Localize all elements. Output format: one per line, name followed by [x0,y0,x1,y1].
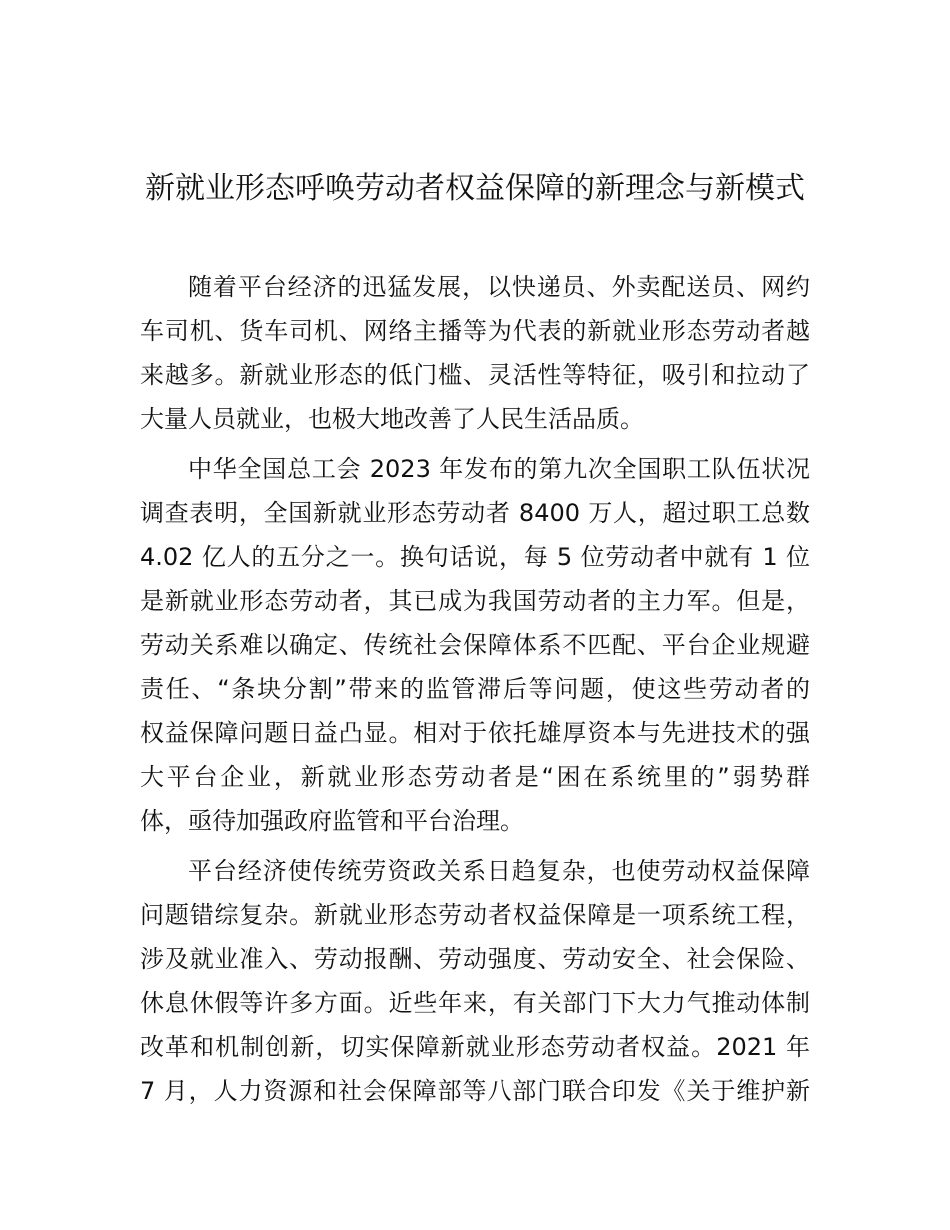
paragraph-3-line-5: 改革和机制创新，切实保障新就业形态劳动者权益。2021 年 [140,1033,810,1061]
document-title: 新就业形态呼唤劳动者权益保障的新理念与新模式 [145,171,805,206]
paragraph-2-line-2: 调查表明，全国新就业形态劳动者 8400 万人，超过职工总数 [140,499,810,527]
paragraph-2-line-6: 责任、“条块分割”带来的监管滞后等问题，使这些劳动者的 [140,675,810,703]
paragraph-2-line-4: 是新就业形态劳动者，其已成为我国劳动者的主力军。但是， [140,587,810,615]
paragraph-1-line-3: 来越多。新就业形态的低门槛、灵活性等特征，吸引和拉动了 [140,361,810,389]
paragraph-2-line-1: 中华全国总工会 2023 年发布的第九次全国职工队伍状况 [188,455,810,483]
paragraph-3-line-4: 休息休假等许多方面。近些年来，有关部门下大力气推动体制 [140,989,810,1017]
paragraph-3-line-2: 问题错综复杂。新就业形态劳动者权益保障是一项系统工程， [140,901,810,929]
paragraph-2-line-7: 权益保障问题日益凸显。相对于依托雄厚资本与先进技术的强 [140,719,810,747]
paragraph-2-line-3: 4.02 亿人的五分之一。换句话说，每 5 位劳动者中就有 1 位 [140,543,810,571]
paragraph-3-line-6: 7 月，人力资源和社会保障部等八部门联合印发《关于维护新 [140,1077,810,1105]
paragraph-1-line-2: 车司机、货车司机、网络主播等为代表的新就业形态劳动者越 [140,317,810,345]
paragraph-3-line-1: 平台经济使传统劳资政关系日趋复杂，也使劳动权益保障 [188,857,810,885]
paragraph-1-line-4: 大量人员就业，也极大地改善了人民生活品质。 [140,405,644,433]
paragraph-3-line-3: 涉及就业准入、劳动报酬、劳动强度、劳动安全、社会保险、 [140,945,810,973]
paragraph-1-line-1: 随着平台经济的迅猛发展，以快递员、外卖配送员、网约 [188,273,810,301]
paragraph-2-line-8: 大平台企业，新就业形态劳动者是“困在系统里的”弱势群 [140,763,810,791]
paragraph-2-line-9: 体，亟待加强政府监管和平台治理。 [140,807,524,835]
paragraph-2-line-5: 劳动关系难以确定、传统社会保障体系不匹配、平台企业规避 [140,631,810,659]
